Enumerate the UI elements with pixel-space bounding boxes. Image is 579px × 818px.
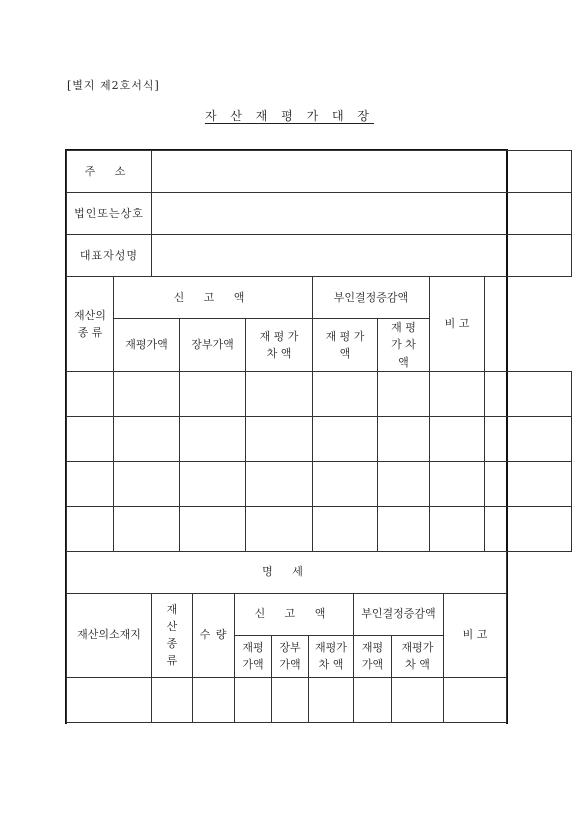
address-label: 주 소: [67, 151, 152, 193]
asset-cell[interactable]: [313, 417, 378, 462]
asset-cell[interactable]: [114, 372, 180, 417]
asset-cell[interactable]: [313, 372, 378, 417]
asset-cell[interactable]: [430, 507, 485, 552]
address-row: [67, 151, 572, 193]
book-value-header: 장부가액: [180, 319, 246, 372]
details-reval-diff-header: 재평가 차 액: [309, 635, 354, 677]
asset-cell[interactable]: [67, 417, 114, 462]
asset-cell[interactable]: [180, 417, 246, 462]
details-cell[interactable]: [309, 677, 354, 722]
asset-cell[interactable]: [430, 372, 485, 417]
details-asset-type-header: 재 산 종 류: [152, 593, 193, 677]
asset-cell[interactable]: [378, 372, 430, 417]
asset-cell[interactable]: [114, 417, 180, 462]
asset-cell[interactable]: [180, 462, 246, 507]
deny-reval-diff-header: 재 평 가 차 액: [378, 319, 430, 372]
asset-cell[interactable]: [246, 372, 313, 417]
asset-cell[interactable]: [246, 417, 313, 462]
quantity-header: 수 량: [193, 593, 235, 677]
form-title-text: 자 산 재 평 가 대 장: [204, 109, 375, 123]
asset-cell[interactable]: [180, 507, 246, 552]
reported-amount-header: 신 고 액: [114, 277, 313, 319]
details-deny-reval-amount-header: 재평 가액: [354, 635, 392, 677]
reval-diff-header: 재 평 가 차 액: [246, 319, 313, 372]
asset-cell[interactable]: [485, 372, 572, 417]
representative-label: 대표자성명: [67, 235, 152, 277]
asset-cell[interactable]: [378, 507, 430, 552]
details-deny-reval-diff-header: 재평가 차 액: [392, 635, 444, 677]
asset-type-header: 재산의 종 류: [67, 277, 114, 372]
form-title: [0, 107, 579, 124]
details-cell[interactable]: [152, 677, 193, 722]
details-book-value-header: 장부 가액: [272, 635, 309, 677]
asset-row: [67, 462, 572, 507]
details-cell[interactable]: [67, 677, 152, 722]
asset-cell[interactable]: [67, 372, 114, 417]
asset-cell[interactable]: [485, 417, 572, 462]
asset-header-row-2: [67, 319, 572, 372]
representative-row: [67, 235, 572, 277]
asset-cell[interactable]: [430, 417, 485, 462]
asset-revaluation-table: [66, 150, 572, 552]
asset-cell[interactable]: [246, 462, 313, 507]
asset-row: [67, 372, 572, 417]
details-deny-adjust-header: 부인결정증감액: [354, 593, 444, 635]
address-field[interactable]: [152, 151, 572, 193]
remarks-header: 비 고: [430, 277, 485, 372]
asset-cell[interactable]: [378, 417, 430, 462]
details-revalued-amount-header: 재평 가액: [235, 635, 272, 677]
details-cell[interactable]: [272, 677, 309, 722]
deny-adjust-header: 부인결정증감액: [313, 277, 430, 319]
asset-cell[interactable]: [313, 507, 378, 552]
asset-row: [67, 507, 572, 552]
asset-header-row-1: [67, 277, 572, 319]
details-cell[interactable]: [444, 677, 507, 722]
asset-cell[interactable]: [67, 507, 114, 552]
asset-cell[interactable]: [114, 507, 180, 552]
asset-cell[interactable]: [180, 372, 246, 417]
details-cell[interactable]: [193, 677, 235, 722]
company-label: 법인또는상호: [67, 193, 152, 235]
asset-cell[interactable]: [67, 462, 114, 507]
representative-field[interactable]: [152, 235, 572, 277]
details-reported-amount-header: 신 고 액: [235, 593, 354, 635]
asset-cell[interactable]: [313, 462, 378, 507]
details-cell[interactable]: [354, 677, 392, 722]
details-remarks-header: 비 고: [444, 593, 507, 677]
asset-row: [67, 417, 572, 462]
details-row: [67, 677, 507, 722]
asset-cell[interactable]: [485, 462, 572, 507]
form-number: [별지 제2호서식]: [67, 79, 160, 92]
details-cell[interactable]: [392, 677, 444, 722]
asset-cell[interactable]: [430, 462, 485, 507]
company-row: [67, 193, 572, 235]
revalued-amount-header: 재평가액: [114, 319, 180, 372]
details-cell[interactable]: [235, 677, 272, 722]
details-header-row-1: [67, 593, 507, 635]
location-header: 재산의소재지: [67, 593, 152, 677]
details-table: [66, 551, 507, 723]
asset-cell[interactable]: [485, 507, 572, 552]
details-heading-row: [67, 551, 507, 593]
asset-cell[interactable]: [378, 462, 430, 507]
asset-cell[interactable]: [114, 462, 180, 507]
deny-reval-amount-header: 재 평 가 액: [313, 319, 378, 372]
details-heading: 명 세: [67, 551, 507, 593]
asset-cell[interactable]: [246, 507, 313, 552]
company-field[interactable]: [152, 193, 572, 235]
